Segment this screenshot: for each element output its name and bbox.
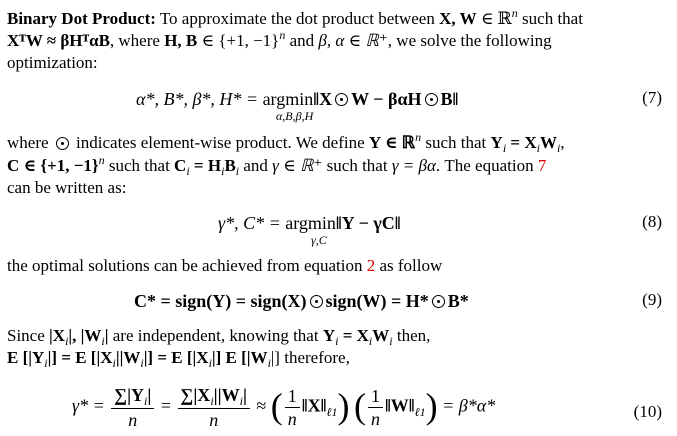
math: X, W [439,9,477,28]
text: such that [108,156,170,175]
eq7-under: α,B,β,H [276,109,314,123]
math: B‖ [440,89,459,109]
odot-icon [425,93,438,106]
paren: ( [270,385,283,426]
text: and [243,156,268,175]
math: W − βαH [351,89,422,109]
math-sup: n [98,153,105,167]
text: such that [522,9,583,28]
math: ∑|Y [114,385,145,405]
text: |] therefore, [270,348,350,367]
text: the optimal solutions can be achieved from equation [7,256,363,275]
text: are independent, knowing that [112,326,319,345]
math: = X [342,326,369,345]
text: where [7,133,49,152]
text: as follow [379,256,443,275]
math-sub: i [144,394,148,408]
math: | [104,326,109,345]
text: then, [396,326,431,345]
paren: ) [425,385,438,426]
equation-reference-link[interactable]: 2 [366,256,376,275]
math: XᵀW ≈ βHᵀαB [7,31,110,50]
fraction [111,384,154,431]
math: γ = βα [391,156,436,175]
para1-line3 [7,52,667,73]
equation-9 [134,290,469,312]
math: sign(W) = H* [325,291,429,311]
math: ‖X [313,89,333,109]
math: ∈ {+1, −1} [201,31,280,50]
math: n [209,410,219,430]
math: H, B [164,31,198,50]
math-sub: ℓ1 [326,404,338,419]
math: W [372,326,390,345]
math-sub: i [556,141,561,155]
math: | [242,385,247,405]
eq9-number: (9) [642,290,662,309]
math: ‖X‖ [301,395,327,416]
math: Y [322,326,336,345]
odot-icon [310,295,323,308]
para2-line1 [7,132,667,155]
math-sub: i [65,334,69,348]
equation-7 [136,88,458,110]
math-sub: i [267,356,271,370]
math: = β*α* [442,395,496,416]
math-sub: i [536,141,540,155]
math-sub: i [210,394,214,408]
math: | [147,385,152,405]
eq10-number: (10) [633,402,662,421]
math-sup: n [511,6,518,20]
equation-8 [218,212,401,234]
fraction: $\frac{1}{n}$ [368,385,383,430]
para3-line1 [7,255,667,276]
math-sub: i [208,356,212,370]
math: γ*, C* = [218,213,281,233]
eq8-number: (8) [642,212,662,231]
fraction [178,384,250,431]
math: |] E [|W [211,348,268,367]
math: Y [490,133,503,152]
math-sub: i [502,141,507,155]
math: n [128,410,138,430]
math: γ* = [72,395,105,416]
math-sup: n [415,130,422,144]
math: B [224,156,236,175]
text: can be written as: [7,178,127,197]
math: ∈ ℝ [480,9,512,28]
text: . The equation [435,156,534,175]
odot-icon [56,137,69,150]
para4-line2 [7,347,667,370]
text: indicates element-wise product. We define [76,133,365,152]
equation-10 [72,384,495,431]
math-sub: i [389,334,393,348]
math: W [539,133,557,152]
odot-icon [432,295,445,308]
math: Y ∈ ℝ [368,133,416,152]
math-sub: i [239,394,243,408]
equation-reference-link[interactable]: 7 [537,156,547,175]
text: To approximate the dot product between [159,9,435,28]
math-operator: argmin [262,89,314,109]
math: β, α ∈ ℝ⁺ [318,31,388,50]
math-sub: i [44,356,48,370]
math: B* [447,291,469,311]
section-heading: Binary Dot Product: [7,9,156,28]
math: γ ∈ ℝ⁺ [272,156,323,175]
para2-line3 [7,177,667,198]
math-sub: i [368,334,373,348]
math: E [|Y [7,348,45,367]
math: = [160,395,172,416]
math-sup: n [279,28,286,42]
text: optimization: [7,53,98,72]
math-sub: i [186,164,190,178]
eq8-under: γ,C [311,233,327,247]
math: |X [49,326,66,345]
math-sub: i [112,356,116,370]
math: ‖W‖ [384,395,415,416]
math: |] = E [|X [47,348,113,367]
para4-line1 [7,325,667,348]
math: = X [510,133,537,152]
math-sub: ℓ1 [414,404,426,419]
math-sub: i [335,334,339,348]
para1-line2 [7,30,667,53]
para1-line1 [7,8,667,31]
math: ‖Y − γC‖ [335,213,401,233]
math-operator: argmin [285,213,336,233]
text: , [560,133,565,152]
math: C [174,156,187,175]
text: such that [326,156,388,175]
math: α*, B*, β*, H* = [136,89,259,109]
text: , we solve the following [387,31,552,50]
math: ≈ [256,395,267,416]
math: ||W [213,385,240,405]
math: C ∈ {+1, −1} [7,156,99,175]
math: ||W [115,348,141,367]
math: |, |W [68,326,102,345]
para2-line2 [7,155,667,178]
math-sub: i [101,334,105,348]
text: such that [425,133,487,152]
text: Since [7,326,45,345]
math: = H [193,156,222,175]
math-sub: i [221,164,225,178]
fraction: $\frac{1}{n}$ [285,385,300,430]
paren: ) [337,385,350,426]
math: ∑|X [180,385,211,405]
paren: ( [353,385,366,426]
math-sub: i [235,164,240,178]
eq7-number: (7) [642,88,662,107]
text: and [289,31,315,50]
text: , where [109,31,160,50]
math: C* = sign(Y) = sign(X) [134,291,307,311]
odot-icon [335,93,348,106]
math-sub: i [140,356,144,370]
math: |] = E [|X [143,348,209,367]
